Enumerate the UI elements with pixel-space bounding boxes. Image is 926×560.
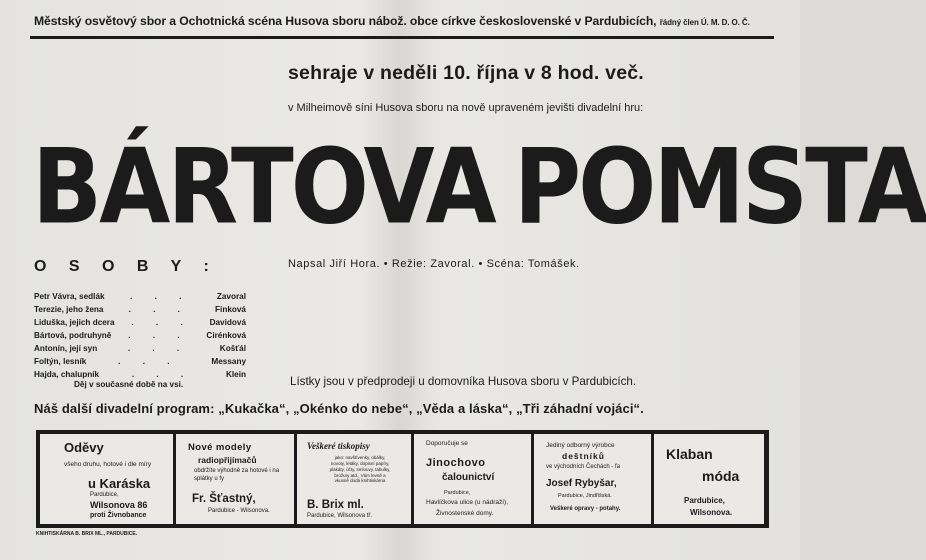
ad-karasek-city: Pardubice, xyxy=(90,492,119,498)
ad-rybysar-sub2: ve východních Čechách - fa xyxy=(546,464,621,470)
member-text: řádný člen Ú. M. D. O. Č. xyxy=(659,18,750,27)
cast-actor: Zavoral xyxy=(216,292,246,301)
cast-dots: . . . xyxy=(131,318,193,327)
ad-karasek-addr: Wilsonova 86 xyxy=(90,500,148,510)
ad-stastny-name: Fr. Šťastný, xyxy=(192,493,256,505)
cast-dots: . . . xyxy=(128,305,190,314)
cast-dots: . . . xyxy=(128,331,190,340)
cast-actor: Klein xyxy=(225,370,246,379)
ad-klaban-addr: Wilsonova. xyxy=(690,508,733,517)
play-credits: Napsal Jiří Hora. • Režie: Zavoral. • Scéna: Tomášek. xyxy=(288,258,580,270)
ticket-info: Lístky jsou v předprodeji u domovníka Husova sboru v Pardubicích. xyxy=(290,375,637,388)
ad-jinoch-city: Pardubice, xyxy=(444,490,471,496)
ad-jinoch xyxy=(414,434,531,524)
cast-actor: Messany xyxy=(211,357,246,366)
performance-date: sehraje v neděli 10. října v 8 hod. več. xyxy=(288,62,644,84)
cast-setting-note: Děj v současné době na vsi. xyxy=(74,380,184,389)
cast-role: Hajda, chalupník xyxy=(34,370,100,379)
ad-rybysar xyxy=(534,434,651,524)
ad-rybysar-title: deštníků xyxy=(562,451,605,461)
ad-brix-addr: Pardubice, Wilsonova tř. xyxy=(307,513,373,519)
cast-role: Foltýn, lesník xyxy=(34,357,87,366)
performance-venue: v Milheimově síni Husova sboru na nově upraveném jevišti divadelní hru: xyxy=(288,102,644,114)
ad-stastny-title2: radiopřijímačů xyxy=(198,455,257,465)
ad-brix-title: Veškeré tiskopisy xyxy=(307,441,370,451)
cast-row xyxy=(34,342,246,355)
ad-karasek-sub: všeho druhu, hotové i dle míry xyxy=(64,461,152,468)
advertisement-strip xyxy=(36,430,769,528)
ad-jinoch-addr2: Živnostenské domy. xyxy=(436,510,494,517)
cast-row xyxy=(34,355,246,368)
ad-klaban-title: Klaban xyxy=(666,446,713,462)
cast-role: Bártová, podruhyně xyxy=(34,331,112,340)
play-title xyxy=(32,126,926,249)
cast-row xyxy=(34,316,246,329)
cast-heading: O S O B Y : xyxy=(34,258,218,275)
ad-karasek-title: Oděvy xyxy=(64,440,104,455)
ad-jinoch-sub: Doporučuje se xyxy=(426,440,468,447)
ad-stastny-addr: Pardubice - Wilsonova. xyxy=(208,508,270,514)
cast-role: Antonín, její syn xyxy=(34,344,98,353)
ad-rybysar-sub: Jediný odborný výrobce xyxy=(546,442,615,449)
title-word-1: BÁRTOVA xyxy=(32,127,494,247)
header-rule xyxy=(30,36,774,39)
cast-dots: . . . xyxy=(131,370,194,379)
cast-actor: Davidová xyxy=(209,318,246,327)
ad-stastny xyxy=(176,434,294,524)
ad-jinoch-title2: čalounictví xyxy=(442,472,495,483)
cast-list xyxy=(34,290,246,381)
ad-klaban-city: Pardubice, xyxy=(684,496,725,505)
cast-actor: Košťál xyxy=(219,344,246,353)
ad-brix-name: B. Brix ml. xyxy=(307,499,364,511)
cast-role: Petr Vávra, sedlák xyxy=(34,292,105,301)
organizers-header xyxy=(34,14,774,28)
printer-credit: KNIHTISKÁRNA B. BRIX ML., PARDUBICE. xyxy=(36,531,138,537)
ad-rybysar-name: Josef Rybyšar, xyxy=(546,478,617,489)
ad-stastny-title: Nové modely xyxy=(188,442,252,453)
cast-row xyxy=(34,290,246,303)
ad-stastny-sub: obdržíte výhodně za hotové i na splátky u fy xyxy=(194,468,280,482)
ad-rybysar-note: Veškeré opravy - potahy. xyxy=(550,506,621,512)
ad-karasek-name: u Karáska xyxy=(88,476,151,491)
ad-klaban xyxy=(654,434,764,524)
cast-actor: Cirénková xyxy=(206,331,246,340)
organizers-text: Městský osvětový sbor a Ochotnická scéna Husova sboru nábož. obce církve československé v Pardubicích, xyxy=(34,14,657,28)
cast-row xyxy=(34,303,246,316)
title-word-2: POMSTA xyxy=(513,127,926,247)
cast-actor: Finková xyxy=(215,305,246,314)
cast-role: Terezie, jeho žena xyxy=(34,305,104,314)
ad-karasek-addr2: proti Živnobance xyxy=(90,512,147,519)
cast-dots: . . . xyxy=(118,357,180,366)
ad-rybysar-addr: Pardubice, Jindřišská. xyxy=(558,493,612,499)
ad-karasek xyxy=(40,434,173,524)
ad-jinoch-title: Jinochovo xyxy=(426,457,486,469)
ad-klaban-title2: móda xyxy=(702,468,740,484)
cast-dots: . . . xyxy=(127,344,190,353)
cast-role: Liduška, jejich dcera xyxy=(34,318,115,327)
ad-brix xyxy=(297,434,411,524)
next-program: Náš další divadelní program: „Kukačka“, „Okénko do nebe“, „Věda a láska“, „Tři záhadní vojáci“. xyxy=(34,401,644,416)
ad-brix-sub: jako: navštívenky, obálky, novoty, letáky, dopisní papíry, plakáty, účty, smlouvy, tabulky, brožury atd., Vám levně a vkusně dodá knihtiskárna xyxy=(329,455,391,484)
cast-row xyxy=(34,329,246,342)
cast-dots: . . . xyxy=(130,292,192,301)
ad-jinoch-addr: Havlíčkova ulice (u nádraží), xyxy=(426,499,509,506)
